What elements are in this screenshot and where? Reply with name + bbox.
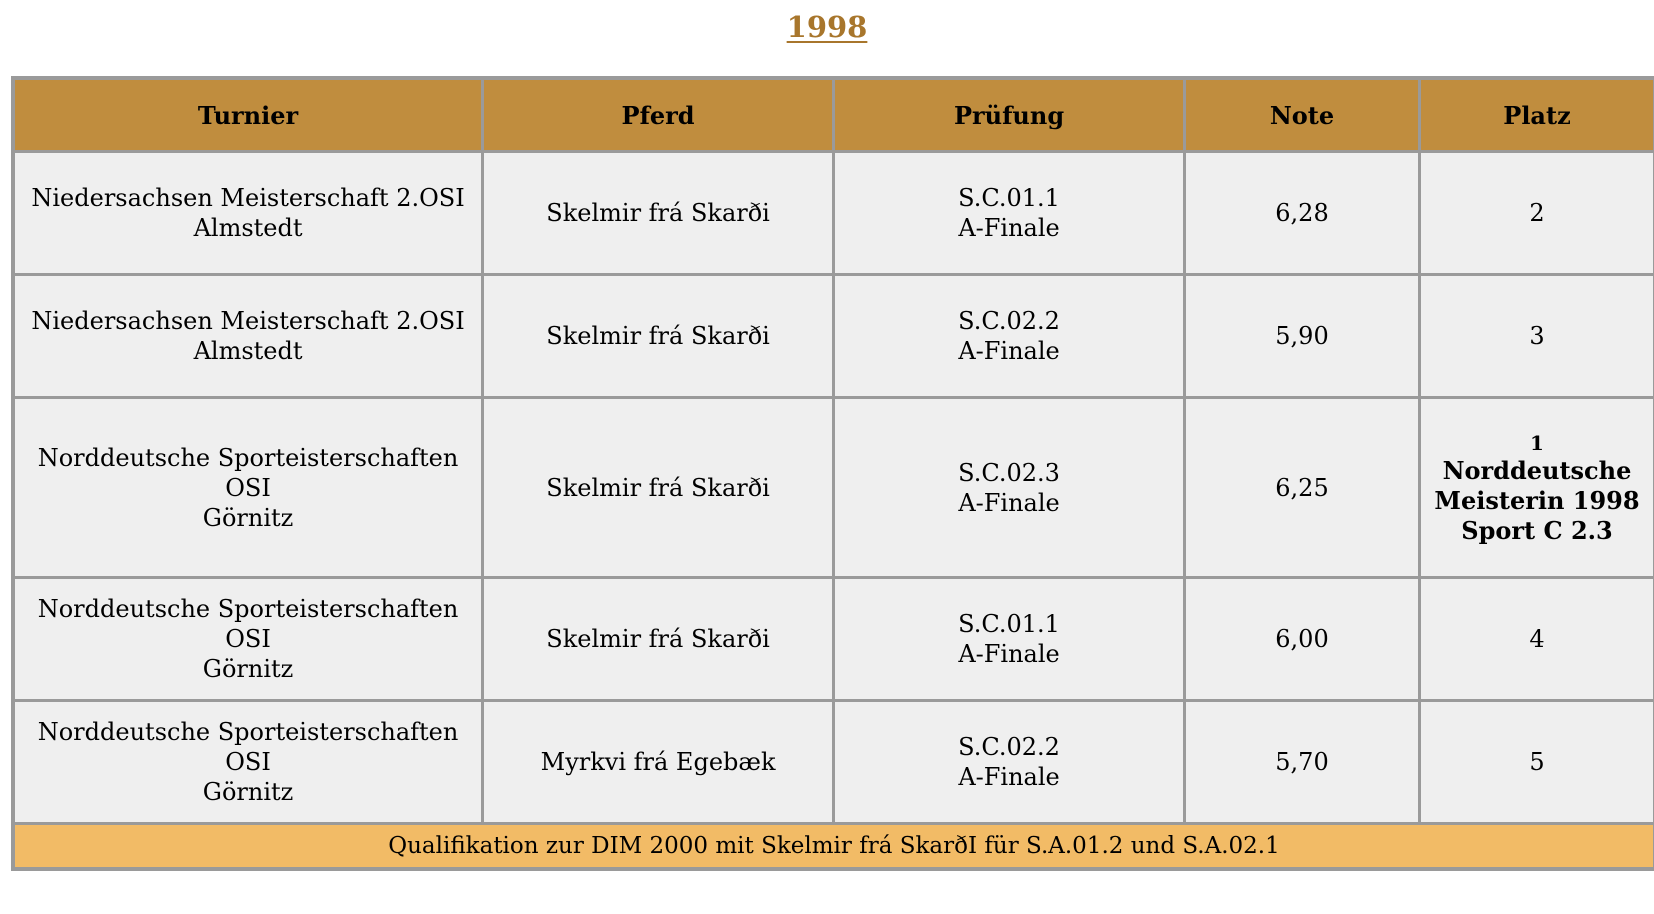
table-row <box>15 702 1653 822</box>
column-header-pferd: Pferd <box>484 80 832 150</box>
pruefung-cell <box>835 276 1183 396</box>
note-cell: 6,25 <box>1186 399 1418 576</box>
platz-number: 1 <box>1530 430 1544 455</box>
note-cell: 5,90 <box>1186 276 1418 396</box>
turnier-name: Norddeutsche Sporteisterschaften OSI <box>37 718 459 776</box>
platz-cell: 4 <box>1421 579 1653 699</box>
pferd-cell: Skelmir frá Skarði <box>484 399 832 576</box>
platz-cell: 5 <box>1421 702 1653 822</box>
pruefung-code: S.C.02.2 <box>958 307 1060 335</box>
turnier-name: Norddeutsche Sporteisterschaften OSI <box>37 443 459 502</box>
qualification-note: Qualifikation zur DIM 2000 mit Skelmir frá SkarðI für S.A.01.2 und S.A.02.1 <box>15 825 1653 867</box>
pruefung-round: A-Finale <box>958 763 1060 791</box>
table-row <box>15 276 1653 396</box>
pruefung-code: S.C.02.3 <box>958 458 1060 487</box>
platz-cell <box>1421 399 1653 576</box>
pruefung-round: A-Finale <box>958 214 1060 242</box>
column-header-pruefung: Prüfung <box>835 80 1183 150</box>
pferd-cell: Skelmir frá Skarði <box>484 276 832 396</box>
pruefung-cell <box>835 153 1183 273</box>
note-cell: 6,00 <box>1186 579 1418 699</box>
turnier-cell <box>15 579 481 699</box>
table-row <box>15 399 1653 576</box>
turnier-cell <box>15 276 481 396</box>
pferd-cell: Skelmir frá Skarði <box>484 579 832 699</box>
results-table <box>11 76 1654 871</box>
column-header-platz: Platz <box>1421 80 1653 150</box>
pruefung-cell <box>835 579 1183 699</box>
turnier-name: Niedersachsen Meisterschaft 2.OSI <box>31 184 465 212</box>
platz-cell: 2 <box>1421 153 1653 273</box>
turnier-cell <box>15 153 481 273</box>
turnier-location: Almstedt <box>193 337 303 365</box>
column-header-note: Note <box>1186 80 1418 150</box>
column-header-turnier: Turnier <box>15 80 481 150</box>
year-heading: 1998 <box>786 10 868 44</box>
platz-cell: 3 <box>1421 276 1653 396</box>
pruefung-cell <box>835 399 1183 576</box>
pruefung-code: S.C.01.1 <box>958 184 1060 212</box>
turnier-cell <box>15 399 481 576</box>
turnier-name: Niedersachsen Meisterschaft 2.OSI <box>31 307 465 335</box>
pruefung-round: A-Finale <box>958 640 1060 668</box>
turnier-location: Görnitz <box>202 503 294 532</box>
platz-title-line: Sport C 2.3 <box>1461 515 1613 545</box>
turnier-name: Norddeutsche Sporteisterschaften OSI <box>37 595 459 653</box>
platz-title-line: Norddeutsche <box>1442 455 1632 485</box>
header-row <box>15 80 1653 150</box>
table-row <box>15 153 1653 273</box>
pferd-cell: Myrkvi frá Egebæk <box>484 702 832 822</box>
turnier-location: Görnitz <box>202 655 294 683</box>
pruefung-cell <box>835 702 1183 822</box>
pruefung-code: S.C.02.2 <box>958 733 1060 761</box>
turnier-location: Almstedt <box>193 214 303 242</box>
turnier-cell <box>15 702 481 822</box>
pruefung-code: S.C.01.1 <box>958 610 1060 638</box>
pruefung-round: A-Finale <box>958 488 1060 517</box>
note-cell: 6,28 <box>1186 153 1418 273</box>
note-cell: 5,70 <box>1186 702 1418 822</box>
qualification-footer-row <box>15 825 1653 867</box>
table-row <box>15 579 1653 699</box>
platz-title-line: Meisterin 1998 <box>1434 485 1640 515</box>
turnier-location: Görnitz <box>202 778 294 806</box>
pruefung-round: A-Finale <box>958 337 1060 365</box>
pferd-cell: Skelmir frá Skarði <box>484 153 832 273</box>
